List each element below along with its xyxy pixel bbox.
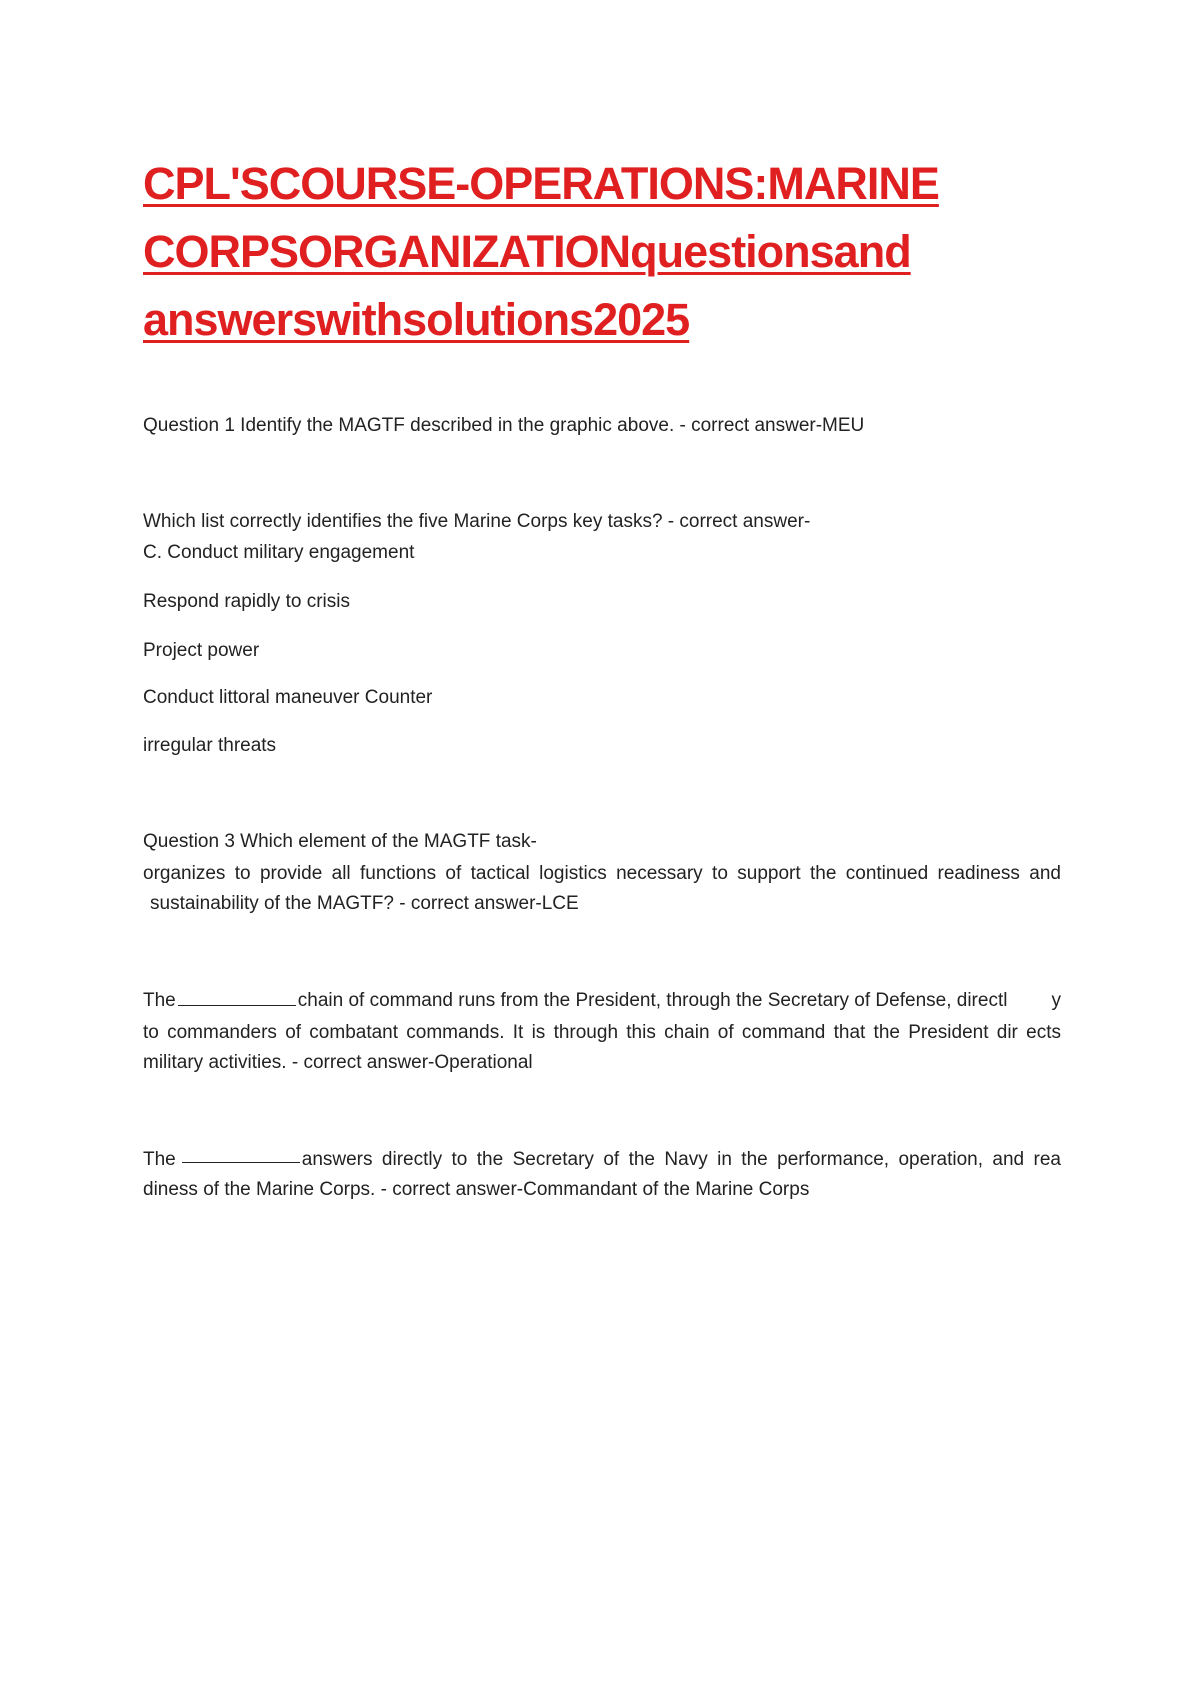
question-3-line-2: organizes to provide all functions of tactical logistics necessary to support the continued readiness and <box>143 863 1061 884</box>
question-5-line-1-text: answers directly to the Secretary of the Navy in the performance, operation, and rea <box>301 1149 1061 1170</box>
document-title <box>143 150 1043 354</box>
title-line-3: answerswithsolutions2025 <box>143 294 690 345</box>
fill-in-blank <box>182 1144 300 1163</box>
question-2-line-2: C. Conduct military engagement <box>143 542 415 563</box>
question-4-line-3: military activities. - correct answer-Operational <box>143 1052 533 1073</box>
question-5-line-2: diness of the Marine Corps. - correct answer-Commandant of the Marine Corps <box>143 1179 810 1200</box>
question-1: Question 1 Identify the MAGTF described in the graphic above. - correct answer-MEU <box>143 415 865 436</box>
question-4-line-2: to commanders of combatant commands. It is through this chain of command that the President dir ects <box>143 1022 1061 1043</box>
question-4-first-part <box>143 985 1007 1016</box>
question-3-line-1: Question 3 Which element of the MAGTF task- <box>143 831 537 852</box>
question-4-line-1-tail: y <box>1051 990 1061 1011</box>
question-2-item: Project power <box>143 640 260 661</box>
question-2-line-1: Which list correctly identifies the five Marine Corps key tasks? - correct answer- <box>143 511 811 532</box>
title-line-1: CPL'SCOURSE-OPERATIONS:MARINE <box>143 158 939 209</box>
question-2-item: Respond rapidly to crisis <box>143 591 350 612</box>
question-3-line-3: sustainability of the MAGTF? - correct answer-LCE <box>150 893 579 914</box>
question-4-prefix: The <box>143 990 176 1011</box>
question-4-line-1 <box>143 985 1061 1016</box>
question-5-prefix: The <box>143 1149 176 1170</box>
question-2-item: Conduct littoral maneuver Counter <box>143 687 433 708</box>
question-5-line-1 <box>143 1144 1061 1175</box>
fill-in-blank <box>178 987 296 1006</box>
title-line-2: CORPSORGANIZATIONquestionsand <box>143 226 911 277</box>
question-2-item: irregular threats <box>143 735 277 756</box>
question-4-line-1-text: chain of command runs from the President, through the Secretary of Defense, directl <box>297 990 1008 1011</box>
